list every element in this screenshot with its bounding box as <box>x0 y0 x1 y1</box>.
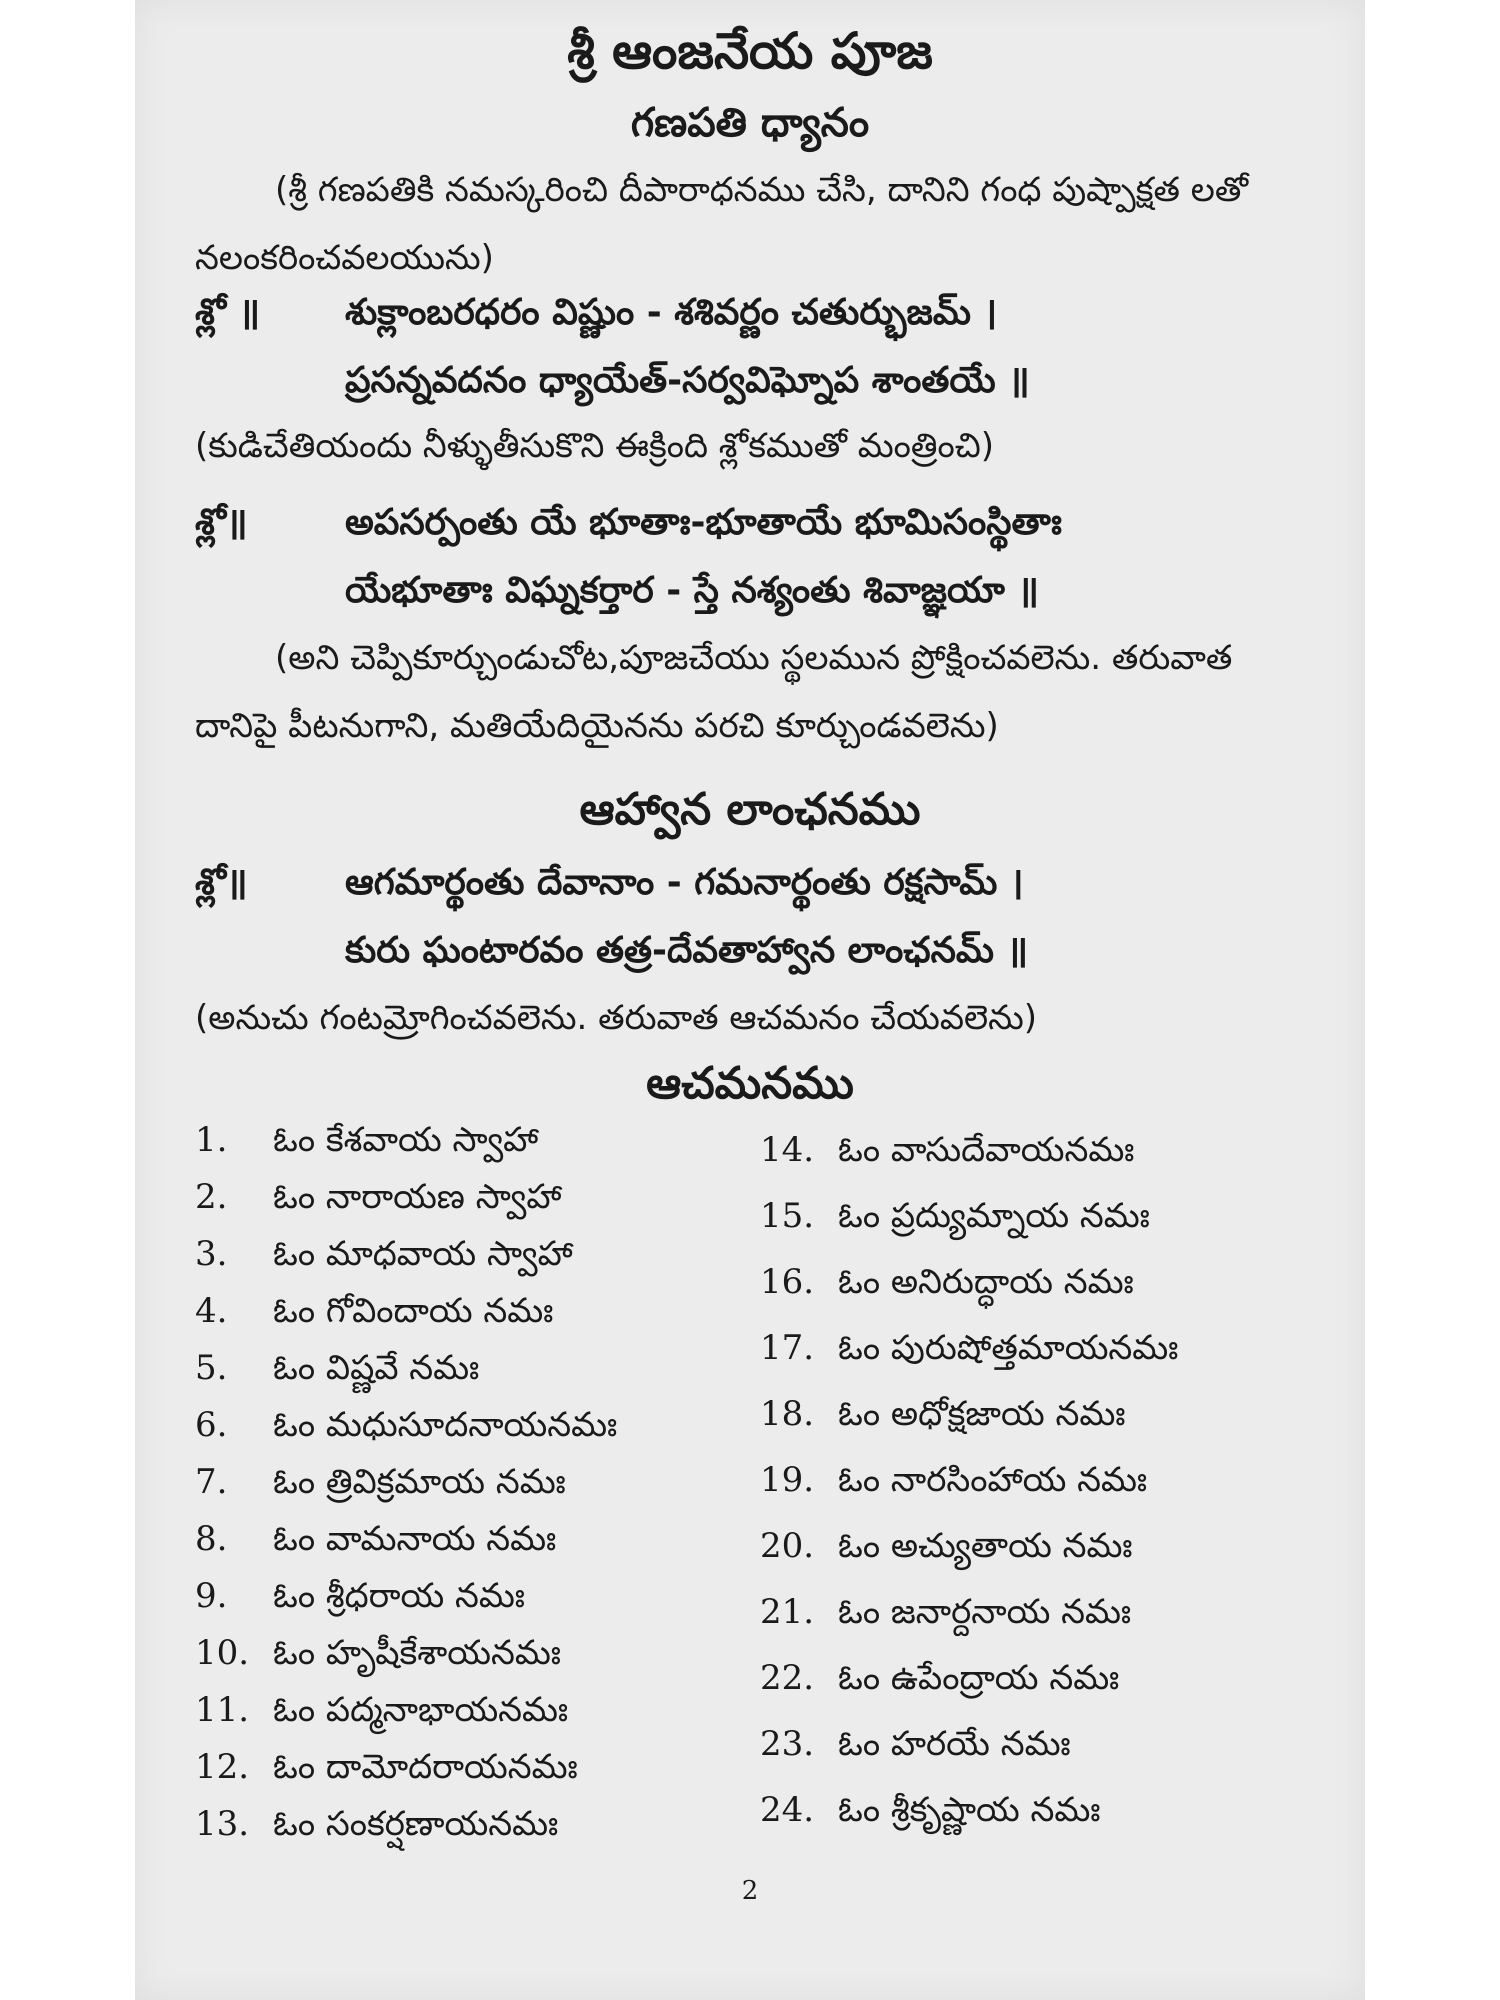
item-text: ఓం విష్ణవే నమః <box>273 1348 480 1388</box>
item-number: 16. <box>760 1262 815 1302</box>
list-item <box>760 1262 1134 1310</box>
item-text: ఓం సంకర్షణాయనమః <box>273 1804 559 1844</box>
item-number: 9. <box>195 1576 228 1616</box>
item-number: 2. <box>195 1177 228 1217</box>
shloka-mark: శ్లో॥ <box>195 862 248 903</box>
shloka-mark: శ్లో॥ <box>195 502 248 543</box>
ahvana-instruction: (అనుచు గంటమ్రోగించవలెను. తరువాత ఆచమనం చేయవలెను) <box>195 998 1037 1038</box>
list-item <box>195 1234 573 1282</box>
list-item <box>195 1747 578 1795</box>
item-number: 15. <box>760 1196 815 1236</box>
item-text: ఓం అనిరుద్ధాయ నమః <box>838 1262 1134 1302</box>
list-item <box>760 1724 1071 1772</box>
shloka-line: యేభూతాః విఘ్నకర్తార - స్తే నశ్యంతు శివాజ్ఞయా ॥ <box>345 570 1039 611</box>
item-number: 1. <box>195 1120 228 1160</box>
item-text: ఓం దామోదరాయనమః <box>273 1747 578 1787</box>
item-text: ఓం కేశవాయ స్వాహా <box>273 1120 539 1160</box>
item-text: ఓం శ్రీకృష్ణాయ నమః <box>838 1790 1101 1830</box>
list-item <box>760 1196 1150 1244</box>
shloka-line: అపసర్పంతు యే భూతాః-భూతాయే భూమిసంస్థితాః <box>345 502 1062 543</box>
list-item <box>195 1291 553 1339</box>
item-number: 14. <box>760 1130 815 1170</box>
ganapati-instruction-3: (అని చెప్పికూర్చుండుచోట,పూజచేయు స్థలమున ప్రోక్షించవలెను. తరువాత దానిపై పీటనుగాని, మతియేదియైనను పరచి కూర్చుండవలెను) <box>195 638 1233 746</box>
item-number: 19. <box>760 1460 815 1500</box>
item-text: ఓం అధోక్షజాయ నమః <box>838 1394 1126 1434</box>
item-number: 11. <box>195 1690 250 1730</box>
list-item <box>760 1658 1119 1706</box>
ahvana-heading: ఆహ్వాన లాంఛనము <box>579 784 921 835</box>
shloka-line: ప్రసన్నవదనం ధ్యాయేత్-సర్వవిఘ్నోప శాంతయే ॥ <box>345 360 1030 401</box>
list-item <box>195 1177 561 1225</box>
list-item <box>195 1633 561 1681</box>
achamana-list-left <box>195 1120 715 1860</box>
item-text: ఓం పురుషోత్తమాయనమః <box>838 1328 1179 1368</box>
list-item <box>760 1592 1131 1640</box>
page-title: శ్రీ ఆంజనేయ పూజ <box>567 22 933 80</box>
list-item <box>760 1130 1134 1178</box>
list-item <box>760 1394 1125 1442</box>
item-number: 8. <box>195 1519 228 1559</box>
list-item <box>195 1405 617 1453</box>
item-text: ఓం ఉపేంద్రాయ నమః <box>838 1658 1120 1698</box>
item-text: ఓం జనార్దనాయ నమః <box>838 1592 1132 1632</box>
ganapati-instruction: (శ్రీ గణపతికి నమస్కరించి దీపారాధనము చేసి, దానిని గంధ పుష్పాక్షత లతో నలంకరించవలయును) <box>195 170 1249 278</box>
item-number: 5. <box>195 1348 228 1388</box>
item-number: 23. <box>760 1724 815 1764</box>
book-page <box>135 0 1365 2000</box>
shloka-line: ఆగమార్థంతు దేవానాం - గమనార్థంతు రక్షసామ్ । <box>345 862 1024 903</box>
item-number: 20. <box>760 1526 815 1566</box>
list-item <box>195 1348 479 1396</box>
item-text: ఓం నారసింహాయ నమః <box>838 1460 1148 1500</box>
item-text: ఓం వామనాయ నమః <box>273 1519 557 1559</box>
item-number: 18. <box>760 1394 815 1434</box>
item-text: ఓం గోవిందాయ నమః <box>273 1291 554 1331</box>
item-number: 13. <box>195 1804 250 1844</box>
list-item <box>760 1328 1178 1376</box>
list-item <box>195 1576 525 1624</box>
item-number: 6. <box>195 1405 228 1445</box>
item-number: 22. <box>760 1658 815 1698</box>
shloka-line: శుక్లాంబరధరం విష్ణుం - శశివర్ణం చతుర్భుజమ్ । <box>345 292 998 333</box>
item-number: 24. <box>760 1790 815 1830</box>
item-text: ఓం వాసుదేవాయనమః <box>838 1130 1135 1170</box>
item-text: ఓం శ్రీధరాయ నమః <box>273 1576 525 1616</box>
ganapati-heading: గణపతి ధ్యానం <box>630 100 870 146</box>
list-item <box>760 1526 1133 1574</box>
item-number: 12. <box>195 1747 250 1787</box>
list-item <box>195 1120 538 1168</box>
list-item <box>195 1804 558 1852</box>
list-item <box>760 1790 1100 1838</box>
item-number: 7. <box>195 1462 228 1502</box>
item-text: ఓం నారాయణ స్వాహా <box>273 1177 562 1217</box>
item-text: ఓం హరయే నమః <box>838 1724 1071 1764</box>
achamana-list-right <box>760 1130 1320 1830</box>
item-text: ఓం అచ్యుతాయ నమః <box>838 1526 1133 1566</box>
item-number: 21. <box>760 1592 815 1632</box>
achamana-heading: ఆచమనము <box>646 1058 854 1109</box>
item-text: ఓం హృషీకేశాయనమః <box>273 1633 561 1673</box>
shloka-line: కురు ఘంటారవం తత్ర-దేవతాహ్వాన లాంఛనమ్ ॥ <box>345 930 1029 971</box>
item-number: 17. <box>760 1328 815 1368</box>
ganapati-instruction-2: (కుడిచేతియందు నీళ్ళుతీసుకొని ఈక్రింది శ్లోకముతో మంత్రించి) <box>195 426 995 466</box>
item-text: ఓం పద్మనాభాయనమః <box>273 1690 569 1730</box>
item-number: 10. <box>195 1633 250 1673</box>
item-number: 4. <box>195 1291 228 1331</box>
item-text: ఓం త్రివిక్రమాయ నమః <box>273 1462 566 1502</box>
list-item <box>195 1462 566 1510</box>
item-text: ఓం మధుసూదనాయనమః <box>273 1405 618 1445</box>
list-item <box>760 1460 1147 1508</box>
list-item <box>195 1519 556 1567</box>
list-item <box>195 1690 568 1738</box>
item-text: ఓం మాధవాయ స్వాహా <box>273 1234 573 1274</box>
shloka-mark: శ్లో ॥ <box>195 292 261 333</box>
page-number: 2 <box>741 1876 759 1906</box>
item-text: ఓం ప్రద్యుమ్నాయ నమః <box>838 1196 1150 1236</box>
item-number: 3. <box>195 1234 228 1274</box>
